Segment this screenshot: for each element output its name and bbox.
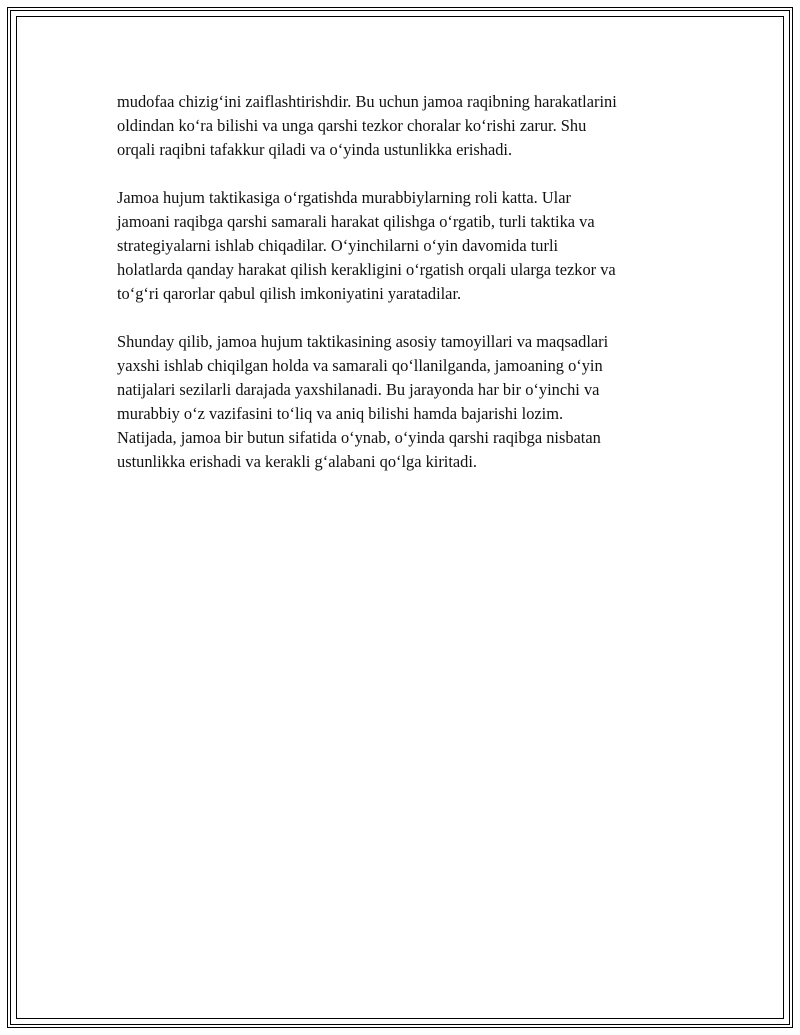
paragraph-2: Jamoa hujum taktikasiga o‘rgatishda murabbiylarning roli katta. Ular jamoani raqibga qarshi samarali harakat qilishga o‘rgatib, turli taktika va strategiyalarni ishlab chiqadilar. O‘yinchilarni o‘yin davomida turli holatlarda qanday harakat qilish kerakligini o‘rgatish orqali ularga tezkor va to‘g‘ri qarorlar qabul qilish imkoniyatini yaratadilar. [117, 188, 616, 303]
paragraph-3: Shunday qilib, jamoa hujum taktikasining asosiy tamoyillari va maqsadlari yaxshi ishlab chiqilgan holda va samarali qo‘llanilganda, jamoaning o‘yin natijalari sezilarli darajada yaxshilanadi. Bu jarayonda har bir o‘yinchi va murabbiy o‘z vazifasini to‘liq va aniq bilishi hamda bajarishi lozim. Natijada, jamoa bir butun sifatida o‘ynab, o‘yinda qarshi raqibga nisbatan ustunlikka erishadi va kerakli g‘alabani qo‘lga kiritadi. [117, 332, 609, 471]
paragraph-1: mudofaa chizig‘ini zaiflashtirishdir. Bu uchun jamoa raqibning harakatlarini oldindan ko‘ra bilishi va unga qarshi tezkor choralar ko‘rishi zarur. Shu orqali raqibni tafakkur qiladi va o‘yinda ustunlikka erishadi. [117, 92, 617, 159]
page-content [117, 90, 697, 498]
